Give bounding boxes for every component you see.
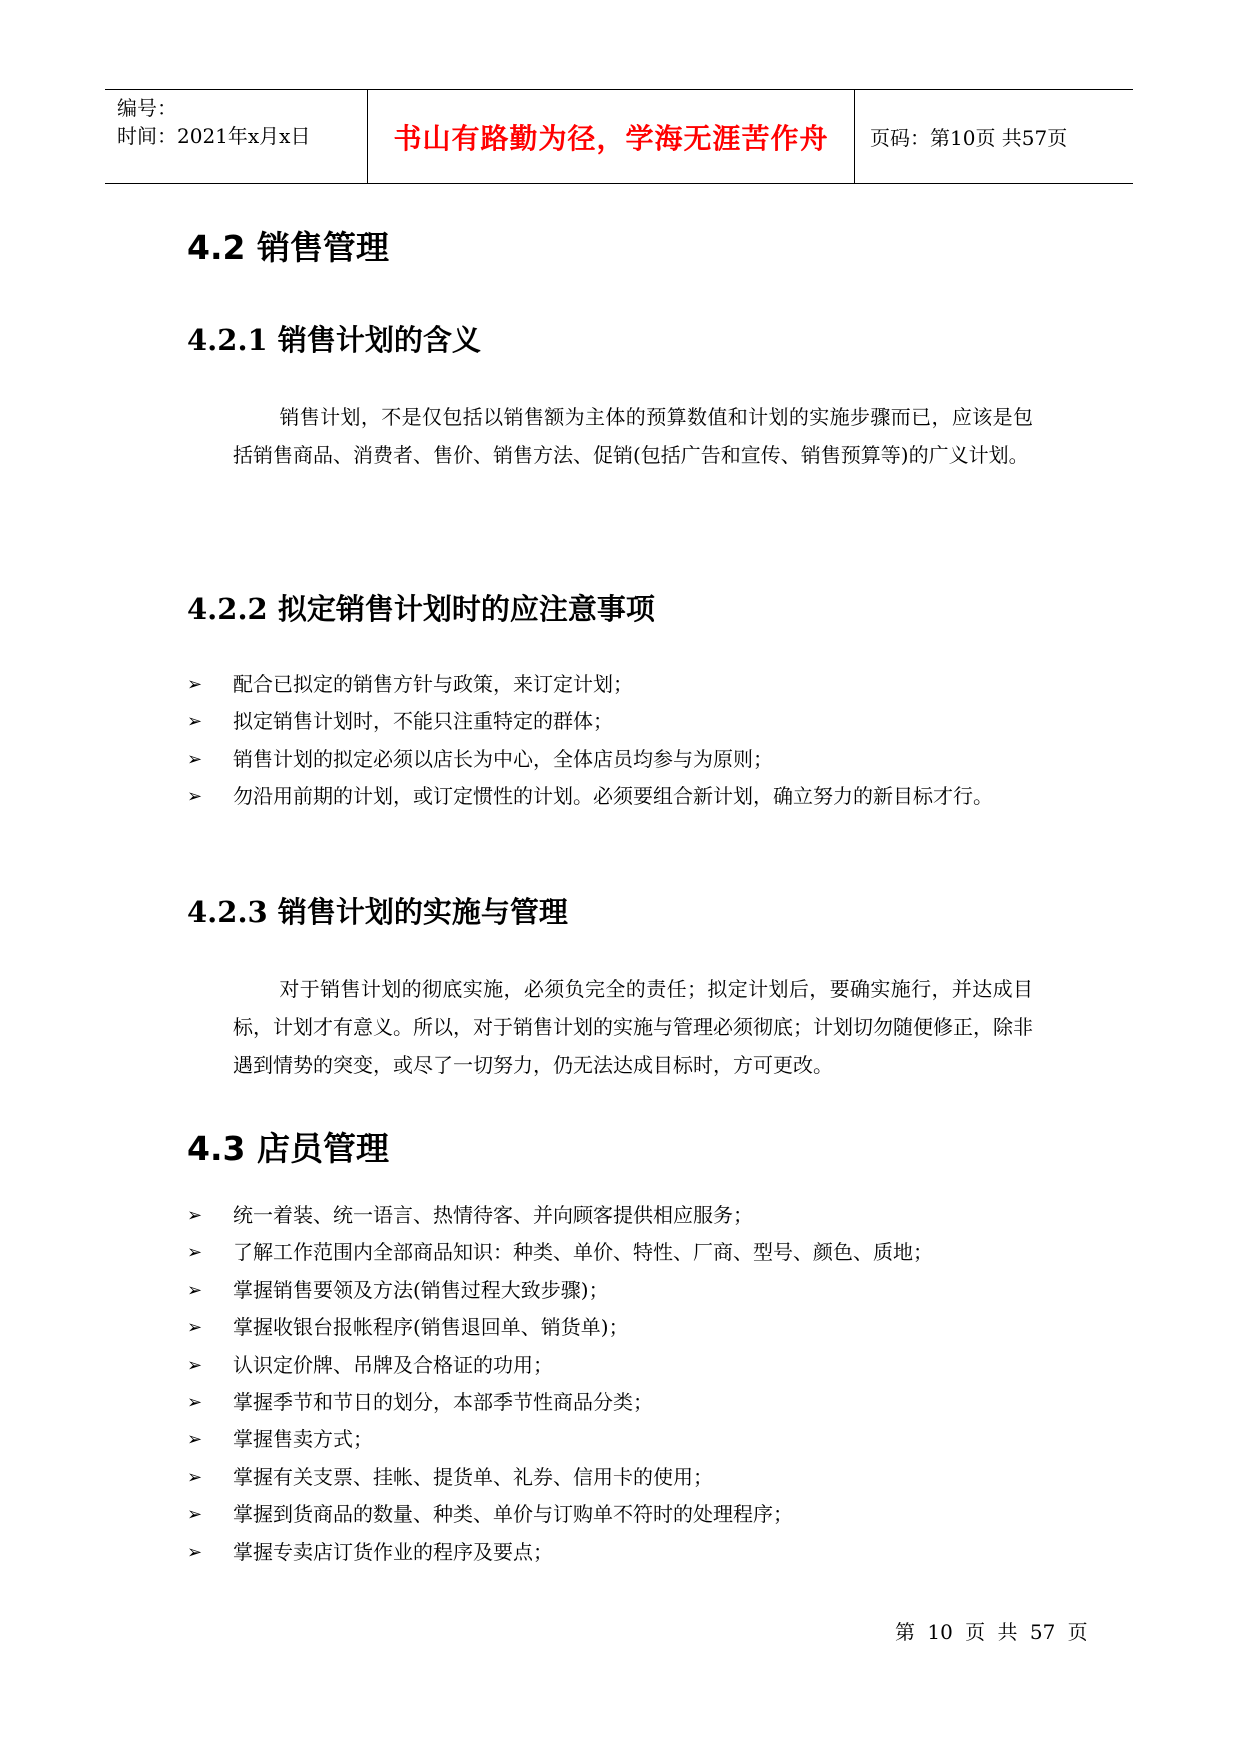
page-code-label: 页码：第10页 共57页 <box>870 126 1068 150</box>
list-item-text: 认识定价牌、吊牌及合格证的功用； <box>233 1352 553 1377</box>
arrow-bullet-icon: ➢ <box>187 1429 203 1451</box>
list-item-text: 掌握专卖店订货作业的程序及要点； <box>233 1539 553 1564</box>
header-motto-cell <box>368 90 855 183</box>
list-item <box>187 703 993 740</box>
list-item <box>187 1347 933 1384</box>
section-4-2-3-paragraph <box>233 970 1033 1084</box>
arrow-bullet-icon: ➢ <box>187 1205 203 1226</box>
list-item-text: 掌握收银台报帐程序(销售退回单、销货单)； <box>233 1315 629 1340</box>
arrow-bullet-icon: ➢ <box>187 1504 203 1526</box>
list-item-text: 拟定销售计划时，不能只注重特定的群体； <box>233 709 613 734</box>
section-4-2-1-paragraph <box>233 398 1033 474</box>
page-footer: 第 10 页 共 57 页 <box>895 1620 1088 1644</box>
list-item-text: 掌握售卖方式； <box>233 1427 373 1452</box>
arrow-bullet-icon: ➢ <box>187 748 203 770</box>
list-item-text: 掌握销售要领及方法(销售过程大致步骤)； <box>233 1277 609 1302</box>
list-item <box>187 1234 933 1271</box>
list-item <box>187 1384 933 1421</box>
arrow-bullet-icon: ➢ <box>187 1317 203 1339</box>
list-item <box>187 1197 933 1234</box>
list-item <box>187 1459 933 1496</box>
list-item-text: 掌握到货商品的数量、种类、单价与订购单不符时的处理程序； <box>233 1502 793 1527</box>
arrow-bullet-icon: ➢ <box>187 1391 203 1413</box>
arrow-bullet-icon: ➢ <box>187 1242 203 1264</box>
arrow-bullet-icon: ➢ <box>187 711 203 733</box>
arrow-bullet-icon: ➢ <box>187 1279 203 1301</box>
document-time-label: 时间：2021年x月x日 <box>117 124 311 148</box>
section-4-2-title: 4.2 销售管理 <box>187 228 389 267</box>
list-item <box>187 1534 933 1571</box>
list-item <box>187 1272 933 1309</box>
list-item <box>187 1496 933 1533</box>
list-item <box>187 741 993 778</box>
list-item <box>187 778 993 815</box>
arrow-bullet-icon: ➢ <box>187 674 203 695</box>
list-item-text: 统一着装、统一语言、热情待客、并向顾客提供相应服务； <box>233 1203 753 1227</box>
list-item-text: 销售计划的拟定必须以店长为中心，全体店员均参与为原则； <box>233 746 773 771</box>
arrow-bullet-icon: ➢ <box>187 1354 203 1376</box>
section-4-2-1-title: 4.2.1 销售计划的含义 <box>187 323 481 357</box>
list-item-text: 掌握有关支票、挂帐、提货单、礼券、信用卡的使用； <box>233 1464 713 1489</box>
list-item-text: 了解工作范围内全部商品知识：种类、单价、特性、厂商、型号、颜色、质地； <box>233 1240 933 1265</box>
arrow-bullet-icon: ➢ <box>187 1466 203 1488</box>
list-item-text: 配合已拟定的销售方针与政策，来订定计划； <box>233 672 633 696</box>
list-item <box>187 666 993 703</box>
header-meta-cell <box>105 90 368 183</box>
motto-text: 书山有路勤为径，学海无涯苦作舟 <box>393 121 829 155</box>
section-4-2-2-list <box>187 666 993 816</box>
paragraph-text: 销售计划，不是仅包括以销售额为主体的预算数值和计划的实施步骤而已，应该是包括销售商品、消费者、售价、销售方法、促销(包括广告和宣传、销售预算等)的广义计划。 <box>233 405 1033 467</box>
list-item <box>187 1309 933 1346</box>
list-item-text: 勿沿用前期的计划，或订定惯性的计划。必须要组合新计划，确立努力的新目标才行。 <box>233 784 993 809</box>
section-4-3-list <box>187 1197 933 1571</box>
list-item-text: 掌握季节和节日的划分，本部季节性商品分类； <box>233 1389 653 1414</box>
list-item <box>187 1421 933 1458</box>
paragraph-text: 对于销售计划的彻底实施，必须负完全的责任；拟定计划后，要确实施行，并达成目标，计划才有意义。所以，对于销售计划的实施与管理必须彻底；计划切勿随便修正，除非遇到情势的突变，或尽了一切努力，仍无法达成目标时，方可更改。 <box>233 977 1033 1077</box>
arrow-bullet-icon: ➢ <box>187 786 203 808</box>
section-4-2-3-title: 4.2.3 销售计划的实施与管理 <box>187 895 568 929</box>
document-number-label: 编号： <box>117 96 177 120</box>
arrow-bullet-icon: ➢ <box>187 1541 203 1563</box>
page-header <box>105 89 1133 184</box>
header-page-cell <box>855 90 1133 183</box>
section-4-2-2-title: 4.2.2 拟定销售计划时的应注意事项 <box>187 592 655 626</box>
section-4-3-title: 4.3 店员管理 <box>187 1129 389 1168</box>
